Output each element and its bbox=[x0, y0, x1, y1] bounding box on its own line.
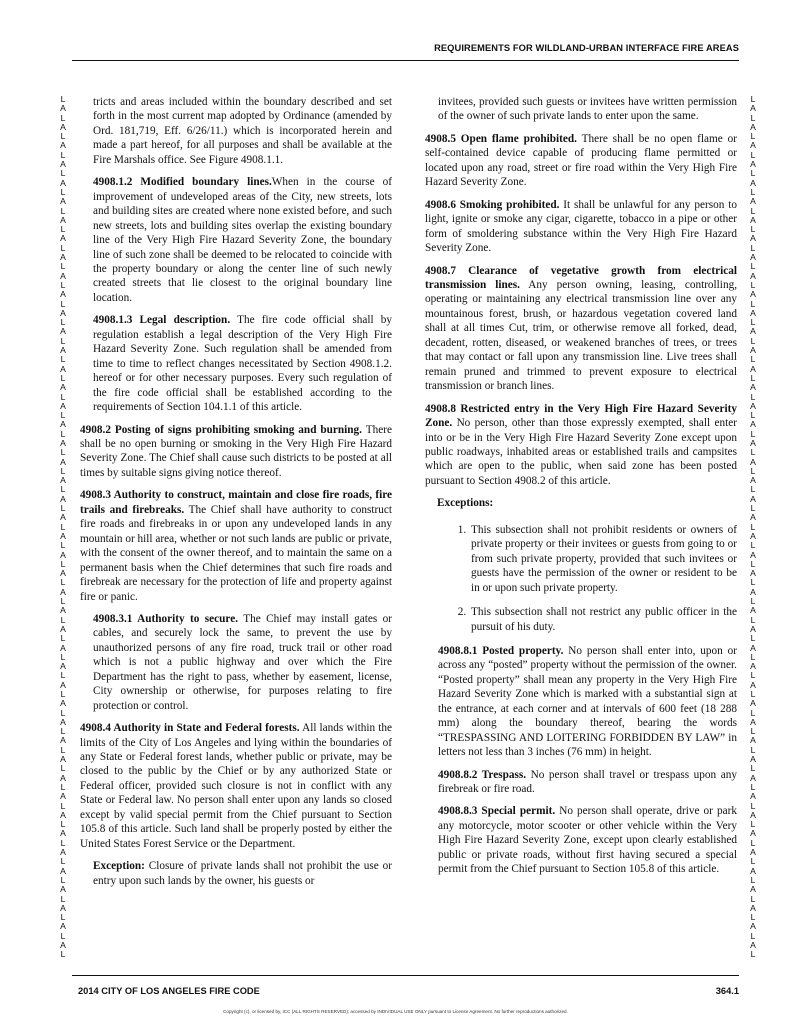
change-bar-letter: A bbox=[750, 735, 756, 746]
change-bar-letter: A bbox=[750, 865, 756, 876]
section-4908-1-3 bbox=[80, 313, 392, 414]
footer-rule bbox=[72, 975, 739, 976]
change-bar-letter: A bbox=[750, 772, 756, 783]
change-bar-letter: L bbox=[60, 558, 66, 569]
change-bar-letter: A bbox=[60, 884, 66, 895]
change-bar-letter: A bbox=[750, 791, 756, 802]
change-bar-letter: A bbox=[750, 214, 756, 225]
section-text: There shall be no open burning or smoking in the Very High Fire Hazard Severity Zone. The Chief shall cause such districts to be posted at all times by suitable signs giving notice thereof. bbox=[80, 423, 392, 479]
exception-item: 1. This subsection shall not prohibit residents or owners of private property or their invitees or guests from going to or from such private property, provided that such invitees or guests have the permission of the owner or resident to be in or upon such private property. bbox=[469, 523, 737, 595]
exception-heading: Exception: bbox=[93, 860, 145, 873]
change-bar-letter: A bbox=[750, 121, 756, 132]
section-4908-5 bbox=[425, 132, 737, 190]
header-rule bbox=[72, 60, 739, 61]
change-bar-letter: A bbox=[750, 716, 756, 727]
change-bar-letter: L bbox=[750, 558, 756, 569]
change-bar-letter: A bbox=[750, 140, 756, 151]
change-bar-letter: A bbox=[750, 177, 756, 188]
change-bar-letter: A bbox=[750, 568, 756, 579]
change-bar-letter: A bbox=[60, 921, 66, 932]
change-bar-letter: L bbox=[750, 651, 756, 662]
change-bar-letter: L bbox=[750, 224, 756, 235]
change-bar-letter: L bbox=[60, 800, 66, 811]
change-bar-letter: L bbox=[750, 744, 756, 755]
change-bar-letter: A bbox=[60, 791, 66, 802]
change-bar-letter: L bbox=[60, 205, 66, 216]
change-bar-letter: A bbox=[750, 940, 756, 951]
change-bar-letter: A bbox=[750, 828, 756, 839]
paragraph-continued: tricts and areas included within the boundary described and set forth in the most current map adopted by Ordinance (amended by Ord. 181,719, Eff. 6/26/11.) which is incorporated herein and made a part hereof, for all purposes and shall be available at the Fire Marshals office. See Figure 4908.1.1. bbox=[93, 96, 392, 166]
change-bar-letter: L bbox=[750, 205, 756, 216]
change-bar-letter: A bbox=[60, 661, 66, 672]
change-bar-letter: L bbox=[750, 410, 756, 421]
section-heading: 4908.8.1 Posted property. bbox=[438, 644, 564, 657]
change-bar-letter: A bbox=[60, 326, 66, 337]
section-text: There shall be no open flame or self-contained device capable of producing flame permitted or located upon any road, street or fire road within the Very High Fire Hazard Severity Zone. bbox=[425, 132, 737, 189]
change-bar-letter: L bbox=[750, 354, 756, 365]
change-bar-letter: A bbox=[750, 530, 756, 541]
change-bar-letter: A bbox=[750, 382, 756, 393]
section-heading: 4908.1.3 Legal description. bbox=[93, 314, 231, 327]
change-bar-letter: L bbox=[750, 521, 756, 532]
exception-note bbox=[80, 859, 392, 888]
change-bar-letter: L bbox=[60, 503, 66, 514]
change-bar-letter: A bbox=[60, 679, 66, 690]
section-heading: 4908.2 Posting of signs prohibiting smoking and burning. bbox=[80, 423, 362, 436]
change-bar-letter: A bbox=[750, 661, 756, 672]
change-bar-letter: L bbox=[60, 224, 66, 235]
change-bar-letter: A bbox=[60, 642, 66, 653]
change-bar-letter: L bbox=[750, 149, 756, 160]
change-bar-letter: A bbox=[60, 623, 66, 634]
change-bar-letter: L bbox=[750, 465, 756, 476]
right-column bbox=[425, 95, 737, 885]
change-bar-letter: L bbox=[60, 856, 66, 867]
section-text: Any person owning, leasing, controlling, operating or maintaining any electrical transmission line over any mountainous forest, brush, or hazardous vegetation covered land shall at all times Cut, trim, or otherwise remove all forked, dead, decadent, rotten, diseased, or weakened branches of trees, or trees that may contact or fall upon any transmission line. Live trees shall remain pruned and trimmed to prevent exposure to electrical transmission or branch lines. bbox=[425, 278, 738, 393]
change-bar-letter: A bbox=[60, 809, 66, 820]
change-bar-letter: L bbox=[750, 279, 756, 290]
change-bar-letter: L bbox=[750, 949, 756, 960]
change-bar-letter: A bbox=[750, 252, 756, 263]
left-column bbox=[80, 95, 392, 896]
exception-item: 2. This subsection shall not restrict any public officer in the pursuit of his duty. bbox=[469, 605, 737, 634]
change-bar-letter: L bbox=[750, 335, 756, 346]
change-bar-letter: A bbox=[60, 307, 66, 318]
change-bar-letter: L bbox=[60, 465, 66, 476]
change-bar-letter: A bbox=[750, 679, 756, 690]
copyright-notice: Copyright (c), or licensed by, ICC (ALL RIGHTS RESERVED); accessed by INDIVIDUAL USE ONLY pursuant to License Agreement. No further reproductions authorized. bbox=[223, 1009, 568, 1014]
change-bar-letter: A bbox=[60, 586, 66, 597]
change-bar-letter: A bbox=[60, 828, 66, 839]
change-bar-letter: A bbox=[750, 884, 756, 895]
change-bar-letter: L bbox=[60, 596, 66, 607]
change-bar-letter: A bbox=[750, 902, 756, 913]
change-bar-letter: A bbox=[60, 530, 66, 541]
section-heading: 4908.8.3 Special permit. bbox=[438, 805, 556, 818]
change-bar-letter: A bbox=[60, 512, 66, 523]
exceptions-heading: Exceptions: bbox=[437, 497, 494, 510]
change-bar-letter: A bbox=[750, 605, 756, 616]
section-text: No person shall travel or trespass upon any firebreak or fire road. bbox=[438, 768, 737, 796]
change-bar-letter: A bbox=[60, 772, 66, 783]
change-bar-letter: A bbox=[750, 698, 756, 709]
change-bar-letter: L bbox=[60, 410, 66, 421]
change-bar-letter: L bbox=[750, 874, 756, 885]
change-bar-letter: A bbox=[60, 902, 66, 913]
page-number: 364.1 bbox=[715, 986, 739, 996]
change-bar-letter: L bbox=[750, 670, 756, 681]
change-bar-letter: L bbox=[750, 893, 756, 904]
change-bar-letter: L bbox=[60, 651, 66, 662]
change-bar-letter: A bbox=[750, 549, 756, 560]
change-bar-letter: A bbox=[60, 735, 66, 746]
paragraph-continued: invitees, provided such guests or invitees have written permission of the owner of such private lands to enter upon the same. bbox=[438, 96, 737, 123]
section-4908-8-3 bbox=[425, 804, 737, 876]
section-4908-1-2 bbox=[80, 175, 392, 305]
change-bar-letter: L bbox=[60, 819, 66, 830]
change-bar-letter: L bbox=[60, 577, 66, 588]
change-bar-letter: A bbox=[750, 103, 756, 114]
change-bar-letter: L bbox=[60, 744, 66, 755]
change-bar-letter: L bbox=[60, 317, 66, 328]
change-bar-letter: L bbox=[750, 484, 756, 495]
change-bar-letter: A bbox=[750, 921, 756, 932]
section-4908-8 bbox=[425, 402, 737, 489]
change-bar-letter: A bbox=[60, 382, 66, 393]
change-bar-letter: A bbox=[750, 345, 756, 356]
change-bar-letter: A bbox=[60, 847, 66, 858]
change-bar-letter: L bbox=[60, 614, 66, 625]
section-heading: 4908.5 Open flame prohibited. bbox=[425, 132, 577, 145]
change-bar-letter: L bbox=[750, 168, 756, 179]
change-bar-letter: L bbox=[750, 930, 756, 941]
change-bar-letter: L bbox=[750, 856, 756, 867]
section-text: It shall be unlawful for any person to light, ignite or smoke any cigar, cigarette, tobacco in a pipe or other form of smoldering substance within the Very High Fire Hazard Severity Zone. bbox=[425, 198, 737, 255]
change-bar-letter: A bbox=[60, 940, 66, 951]
change-bar-letter: L bbox=[750, 596, 756, 607]
section-4908-3-1 bbox=[80, 612, 392, 713]
change-bar-letter: A bbox=[750, 307, 756, 318]
change-bar-letter: L bbox=[750, 447, 756, 458]
change-bar-letter: A bbox=[60, 214, 66, 225]
change-bar-letter: L bbox=[750, 837, 756, 848]
change-bar-letter: A bbox=[60, 177, 66, 188]
change-bar-letter: L bbox=[60, 874, 66, 885]
change-bar-letter: L bbox=[60, 912, 66, 923]
change-bar-left bbox=[58, 95, 68, 960]
change-bar-letter: A bbox=[750, 326, 756, 337]
change-bar-letter: A bbox=[750, 809, 756, 820]
change-bar-letter: A bbox=[60, 140, 66, 151]
exception-text: Closure of private lands shall not prohibit the use or entry upon such lands by the owner, his guests or bbox=[93, 860, 392, 887]
section-4908-7 bbox=[425, 264, 737, 394]
change-bar-letter: A bbox=[60, 456, 66, 467]
change-bar-letter: A bbox=[750, 419, 756, 430]
change-bar-letter: A bbox=[750, 289, 756, 300]
section-heading: 4908.1.2 Modified boundary lines. bbox=[93, 176, 272, 189]
exceptions-list bbox=[425, 523, 737, 634]
section-heading: 4908.3 Authority to construct, maintain and close fire roads, fire trails and firebreaks. bbox=[80, 489, 392, 516]
section-heading: 4908.8.2 Trespass. bbox=[438, 768, 527, 781]
change-bar-letter: A bbox=[60, 568, 66, 579]
section-4908-2 bbox=[80, 423, 392, 481]
change-bar-letter: L bbox=[60, 279, 66, 290]
change-bar-letter: L bbox=[750, 317, 756, 328]
section-4908-6 bbox=[425, 198, 737, 256]
change-bar-letter: L bbox=[750, 186, 756, 197]
change-bar-letter: L bbox=[60, 670, 66, 681]
change-bar-letter: L bbox=[60, 298, 66, 309]
change-bar-letter: L bbox=[60, 540, 66, 551]
change-bar-letter: A bbox=[750, 196, 756, 207]
change-bar-letter: A bbox=[750, 270, 756, 281]
change-bar-letter: A bbox=[750, 847, 756, 858]
change-bar-letter: L bbox=[60, 707, 66, 718]
section-heading: 4908.3.1 Authority to secure. bbox=[93, 612, 239, 625]
change-bar-letter: A bbox=[750, 159, 756, 170]
change-bar-letter: L bbox=[750, 689, 756, 699]
change-bar-letter: A bbox=[60, 252, 66, 263]
change-bar-letter: L bbox=[60, 149, 66, 160]
change-bar-letter: L bbox=[750, 261, 756, 272]
change-bar-letter: A bbox=[60, 400, 66, 411]
change-bar-letter: L bbox=[750, 503, 756, 514]
change-bar-letter: L bbox=[60, 949, 66, 960]
change-bar-letter: L bbox=[60, 930, 66, 941]
change-bar-letter: L bbox=[60, 521, 66, 532]
change-bar-letter: L bbox=[60, 726, 66, 737]
change-bar-letter: A bbox=[60, 493, 66, 504]
change-bar-letter: L bbox=[60, 428, 66, 439]
change-bar-letter: A bbox=[60, 419, 66, 430]
change-bar-letter: A bbox=[750, 363, 756, 374]
change-bar-letter: L bbox=[60, 447, 66, 458]
section-heading: 4908.8 Restricted entry in the Very High Fire Hazard Severity Zone. bbox=[425, 402, 737, 430]
change-bar-letter: L bbox=[750, 912, 756, 923]
change-bar-letter: L bbox=[750, 112, 756, 123]
change-bar-letter: A bbox=[60, 605, 66, 616]
change-bar-letter: A bbox=[60, 270, 66, 281]
change-bar-letter: L bbox=[750, 707, 756, 718]
section-text: No person, other than those expressly exempted, shall enter into or be in the Very High Fire Hazard Severity Zone except upon public roadways, inhabited areas or established trails and campsites which are open to the public, when said zone has been posted pursuant to Section 4908.2 of this article. bbox=[425, 417, 737, 487]
change-bar-letter: L bbox=[60, 168, 66, 179]
change-bar-letter: A bbox=[750, 512, 756, 523]
change-bar-letter: L bbox=[60, 689, 66, 699]
section-text: When in the course of improvement of undeveloped areas of the City, new streets, lots and building sites are created where none existed before, and such new streets, lots and building sites overlap the existing boundary line of the Very High Fire Hazard Severity Zone, the boundary line of such zone shall be deemed to be relocated to coincide with the property boundary or along the center line of such newly created streets that lie closest to the original boundary line location. bbox=[93, 176, 392, 304]
change-bar-letter: L bbox=[750, 428, 756, 439]
change-bar-letter: L bbox=[750, 614, 756, 625]
section-heading: 4908.7 Clearance of vegetative growth from electrical transmission lines. bbox=[425, 264, 737, 291]
change-bar-letter: L bbox=[60, 354, 66, 365]
change-bar-letter: A bbox=[60, 121, 66, 132]
change-bar-letter: A bbox=[750, 586, 756, 597]
change-bar-letter: A bbox=[60, 345, 66, 356]
change-bar-letter: A bbox=[60, 716, 66, 727]
change-bar-letter: L bbox=[750, 819, 756, 830]
change-bar-letter: L bbox=[60, 242, 66, 253]
change-bar-letter: L bbox=[60, 781, 66, 792]
change-bar-letter: A bbox=[60, 363, 66, 374]
change-bar-letter: A bbox=[60, 475, 66, 486]
change-bar-letter: A bbox=[750, 233, 756, 244]
running-header: REQUIREMENTS FOR WILDLAND-URBAN INTERFACE FIRE AREAS bbox=[434, 43, 739, 53]
change-bar-letter: A bbox=[60, 233, 66, 244]
change-bar-letter: A bbox=[60, 289, 66, 300]
change-bar-letter: A bbox=[60, 549, 66, 560]
change-bar-letter: L bbox=[750, 372, 756, 383]
change-bar-letter: A bbox=[750, 623, 756, 634]
change-bar-letter: L bbox=[750, 577, 756, 588]
change-bar-letter: A bbox=[750, 642, 756, 653]
section-text: The fire code official shall by regulation establish a legal description of the Very High Fire Hazard Severity Zone. Such regulation shall be amended from time to time to reflect changes necessitated by Section 4908.1.2. hereof or for other necessary purposes. Every such regulation of the fire code official shall be established according to the requirements of Section 104.1.1 of this article. bbox=[93, 314, 393, 414]
section-text: No person shall enter into, upon or across any “posted” property without the permission of the owner. “Posted property” shall mean any property in the Very High Fire Hazard Severity Zone which is marked with a substantial sign at the entrance, at each corner and at intervals of 600 feet (18 288 mm) along the boundary thereof, bearing the words “TRESPASSING AND LOITERING FORBIDDEN BY LAW” in letters not less than 3 inches (76 mm) in height. bbox=[438, 644, 737, 759]
change-bar-letter: L bbox=[750, 763, 756, 774]
section-text: The Chief may install gates or cables, and securely lock the same, to prevent the use by unauthorized persons of any fire road, truck trail or other road which is not a public highway and over which the Fire Department has the right to pass, whether by easement, license, City ownership or otherwise, for purposes relating to fire protection or control. bbox=[93, 612, 392, 712]
change-bar-letter: L bbox=[60, 94, 66, 104]
change-bar-letter: A bbox=[60, 103, 66, 114]
change-bar-letter: L bbox=[60, 112, 66, 123]
change-bar-letter: A bbox=[60, 196, 66, 207]
change-bar-letter: L bbox=[750, 726, 756, 737]
change-bar-right bbox=[748, 95, 758, 960]
section-text: The Chief shall have authority to construct fire roads and firebreaks in or upon any undeveloped lands in any mountain or hill area, whether or not such lands are public or private, with the consent of the owner thereof, and to maintain the same on a permanent basis when the Chief determines that such fire roads and firebreak are necessary for the protection of life and property against fire or panic. bbox=[80, 503, 392, 603]
change-bar-letter: A bbox=[750, 475, 756, 486]
change-bar-letter: L bbox=[750, 800, 756, 811]
change-bar-letter: L bbox=[60, 372, 66, 383]
change-bar-letter: L bbox=[60, 261, 66, 272]
change-bar-letter: L bbox=[750, 242, 756, 253]
section-text: No person shall operate, drive or park any motorcycle, motor scooter or other vehicle within the Very High Fire Hazard Severity Zone, except upon clearly established public or private roads, without first having secured a special permit from the Chief pursuant to Section 105.8 of this article. bbox=[438, 805, 737, 876]
section-4908-3 bbox=[80, 488, 392, 604]
change-bar-letter: L bbox=[60, 484, 66, 495]
change-bar-letter: A bbox=[60, 159, 66, 170]
section-4908-4 bbox=[80, 721, 392, 851]
change-bar-letter: L bbox=[750, 94, 756, 104]
section-text: All lands within the limits of the City of Los Angeles and lying within the boundaries of any State or Federal forest lands, whether public or private, may be closed to the public by the Chief or by any authorized State or Federal officer, provided such closure is not in conflict with any State or Federal law. No person shall enter upon any lands so closed except by valid special permit from the Chief pursuant to Section 105.8 of this article. Such land shall be properly posted by either the United States Forest Service or the Department. bbox=[80, 722, 392, 850]
section-4908-8-1 bbox=[425, 644, 737, 760]
change-bar-letter: L bbox=[60, 633, 66, 644]
change-bar-letter: L bbox=[750, 391, 756, 402]
change-bar-letter: L bbox=[60, 763, 66, 774]
change-bar-letter: L bbox=[60, 131, 66, 142]
change-bar-letter: L bbox=[750, 540, 756, 551]
change-bar-letter: L bbox=[60, 837, 66, 848]
section-heading: 4908.4 Authority in State and Federal forests. bbox=[80, 722, 300, 735]
change-bar-letter: A bbox=[750, 400, 756, 411]
change-bar-letter: L bbox=[750, 131, 756, 142]
change-bar-letter: A bbox=[750, 437, 756, 448]
change-bar-letter: L bbox=[750, 298, 756, 309]
change-bar-letter: L bbox=[60, 335, 66, 346]
change-bar-letter: L bbox=[60, 893, 66, 904]
footer-title: 2014 CITY OF LOS ANGELES FIRE CODE bbox=[78, 986, 260, 996]
change-bar-letter: L bbox=[60, 186, 66, 197]
change-bar-letter: A bbox=[750, 493, 756, 504]
change-bar-letter: A bbox=[750, 456, 756, 467]
change-bar-letter: L bbox=[60, 391, 66, 402]
change-bar-letter: L bbox=[750, 633, 756, 644]
change-bar-letter: A bbox=[60, 437, 66, 448]
change-bar-letter: A bbox=[60, 698, 66, 709]
change-bar-letter: L bbox=[750, 781, 756, 792]
section-heading: 4908.6 Smoking prohibited. bbox=[425, 198, 560, 211]
change-bar-letter: A bbox=[60, 754, 66, 765]
section-4908-8-2 bbox=[425, 768, 737, 797]
change-bar-letter: A bbox=[750, 754, 756, 765]
change-bar-letter: A bbox=[60, 865, 66, 876]
